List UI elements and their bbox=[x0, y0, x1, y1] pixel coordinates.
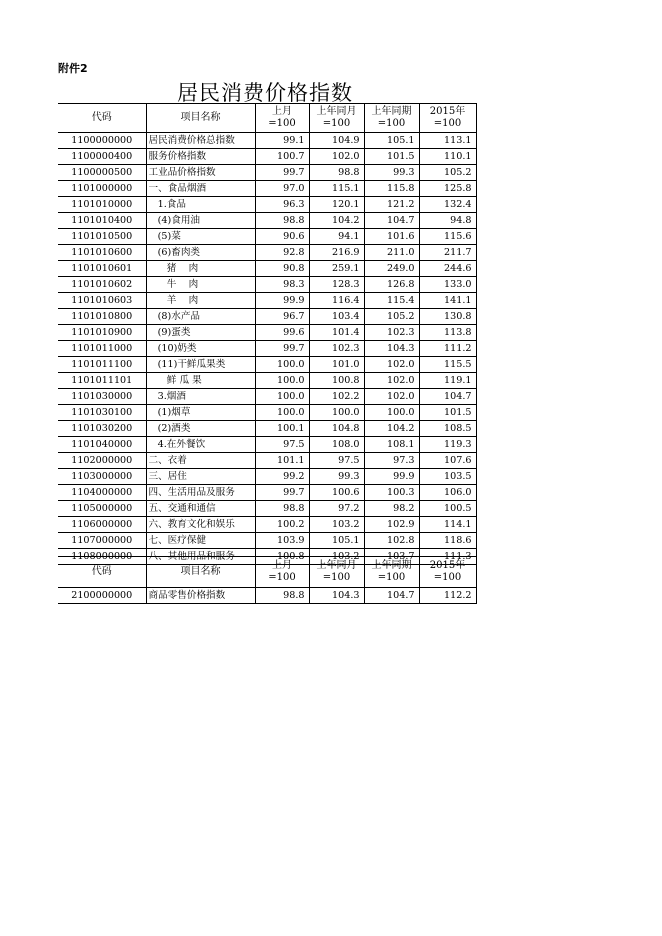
row-code: 1101010400 bbox=[58, 213, 146, 229]
row-name: 羊 肉 bbox=[146, 293, 255, 309]
table-row bbox=[58, 149, 476, 165]
value-base-2015: 119.1 bbox=[419, 373, 476, 389]
value-same-month-last-year: 105.1 bbox=[309, 533, 364, 549]
header-same-period-last-year: 上年同期 =100 bbox=[364, 557, 419, 588]
value-same-period-last-year: 99.9 bbox=[364, 469, 419, 485]
value-base-2015: 112.2 bbox=[419, 588, 476, 604]
table-row bbox=[58, 325, 476, 341]
value-prev-month: 99.6 bbox=[255, 325, 309, 341]
row-code: 1101030100 bbox=[58, 405, 146, 421]
table-row bbox=[58, 181, 476, 197]
table-row bbox=[58, 309, 476, 325]
table-row bbox=[58, 437, 476, 453]
value-base-2015: 111.2 bbox=[419, 341, 476, 357]
value-same-period-last-year: 99.3 bbox=[364, 165, 419, 181]
row-name: 猪 肉 bbox=[146, 261, 255, 277]
value-same-month-last-year: 216.9 bbox=[309, 245, 364, 261]
row-code: 1101010500 bbox=[58, 229, 146, 245]
row-name: 工业品价格指数 bbox=[146, 165, 255, 181]
value-base-2015: 141.1 bbox=[419, 293, 476, 309]
value-prev-month: 100.0 bbox=[255, 405, 309, 421]
value-prev-month: 99.7 bbox=[255, 485, 309, 501]
table-row bbox=[58, 373, 476, 389]
row-code: 1101010603 bbox=[58, 293, 146, 309]
value-base-2015: 118.6 bbox=[419, 533, 476, 549]
header-name: 项目名称 bbox=[146, 557, 255, 588]
value-prev-month: 100.7 bbox=[255, 149, 309, 165]
value-base-2015: 104.7 bbox=[419, 389, 476, 405]
value-same-period-last-year: 211.0 bbox=[364, 245, 419, 261]
row-name: 七、医疗保健 bbox=[146, 533, 255, 549]
header-code: 代码 bbox=[58, 557, 146, 588]
value-base-2015: 100.5 bbox=[419, 501, 476, 517]
value-prev-month: 90.6 bbox=[255, 229, 309, 245]
table-row bbox=[58, 485, 476, 501]
value-same-period-last-year: 126.8 bbox=[364, 277, 419, 293]
row-name: 四、生活用品及服务 bbox=[146, 485, 255, 501]
row-name: 居民消费价格总指数 bbox=[146, 133, 255, 149]
value-base-2015: 114.1 bbox=[419, 517, 476, 533]
value-same-period-last-year: 102.0 bbox=[364, 373, 419, 389]
row-code: 1101010000 bbox=[58, 197, 146, 213]
value-same-period-last-year: 104.7 bbox=[364, 213, 419, 229]
row-code: 1101011000 bbox=[58, 341, 146, 357]
table-row bbox=[58, 533, 476, 549]
table-row bbox=[58, 165, 476, 181]
row-name: 二、衣着 bbox=[146, 453, 255, 469]
row-name: 商品零售价格指数 bbox=[146, 588, 255, 604]
table-row bbox=[58, 588, 476, 604]
value-prev-month: 100.2 bbox=[255, 517, 309, 533]
value-prev-month: 97.0 bbox=[255, 181, 309, 197]
value-prev-month: 99.7 bbox=[255, 165, 309, 181]
value-prev-month: 98.3 bbox=[255, 277, 309, 293]
value-base-2015: 115.5 bbox=[419, 357, 476, 373]
row-name: 3.烟酒 bbox=[146, 389, 255, 405]
value-base-2015: 110.1 bbox=[419, 149, 476, 165]
value-same-period-last-year: 105.2 bbox=[364, 309, 419, 325]
row-code: 1101010602 bbox=[58, 277, 146, 293]
value-same-month-last-year: 104.3 bbox=[309, 588, 364, 604]
row-name: 八、其他用品和服务 bbox=[146, 549, 255, 565]
row-name: 服务价格指数 bbox=[146, 149, 255, 165]
value-prev-month: 103.9 bbox=[255, 533, 309, 549]
table-row bbox=[58, 245, 476, 261]
value-same-period-last-year: 102.0 bbox=[364, 357, 419, 373]
table-row bbox=[58, 517, 476, 533]
value-same-month-last-year: 104.2 bbox=[309, 213, 364, 229]
value-same-month-last-year: 120.1 bbox=[309, 197, 364, 213]
value-same-period-last-year: 103.7 bbox=[364, 549, 419, 565]
header-same-month-last-year: 上年同月 =100 bbox=[309, 557, 364, 588]
value-same-period-last-year: 108.1 bbox=[364, 437, 419, 453]
value-same-month-last-year: 100.6 bbox=[309, 485, 364, 501]
header-prev-month: 上月 =100 bbox=[255, 104, 309, 133]
value-base-2015: 106.0 bbox=[419, 485, 476, 501]
row-code: 1101000000 bbox=[58, 181, 146, 197]
table-row bbox=[58, 277, 476, 293]
value-same-month-last-year: 102.0 bbox=[309, 149, 364, 165]
attachment-label: 附件2 bbox=[58, 62, 88, 75]
header-base-2015: 2015年 =100 bbox=[419, 104, 476, 133]
row-name: (2)酒类 bbox=[146, 421, 255, 437]
value-same-period-last-year: 104.3 bbox=[364, 341, 419, 357]
cpi-table bbox=[58, 103, 477, 565]
value-prev-month: 100.0 bbox=[255, 389, 309, 405]
row-code: 2100000000 bbox=[58, 588, 146, 604]
value-base-2015: 130.8 bbox=[419, 309, 476, 325]
rpi-table-body bbox=[58, 588, 476, 604]
row-name: 4.在外餐饮 bbox=[146, 437, 255, 453]
value-same-month-last-year: 116.4 bbox=[309, 293, 364, 309]
header-base-2015: 2015年 =100 bbox=[419, 557, 476, 588]
value-same-month-last-year: 104.8 bbox=[309, 421, 364, 437]
value-prev-month: 99.1 bbox=[255, 133, 309, 149]
table-row bbox=[58, 501, 476, 517]
row-code: 1108000000 bbox=[58, 549, 146, 565]
value-same-month-last-year: 97.5 bbox=[309, 453, 364, 469]
row-name: (1)烟草 bbox=[146, 405, 255, 421]
table-header-row bbox=[58, 557, 476, 588]
table-row bbox=[58, 197, 476, 213]
value-same-month-last-year: 103.2 bbox=[309, 517, 364, 533]
row-name: 一、食品烟酒 bbox=[146, 181, 255, 197]
value-base-2015: 107.6 bbox=[419, 453, 476, 469]
value-same-month-last-year: 98.8 bbox=[309, 165, 364, 181]
row-name: 六、教育文化和娱乐 bbox=[146, 517, 255, 533]
value-base-2015: 125.8 bbox=[419, 181, 476, 197]
header-same-period-last-year: 上年同期 =100 bbox=[364, 104, 419, 133]
value-prev-month: 99.7 bbox=[255, 341, 309, 357]
row-code: 1101030200 bbox=[58, 421, 146, 437]
value-same-period-last-year: 101.5 bbox=[364, 149, 419, 165]
table-row bbox=[58, 261, 476, 277]
value-same-period-last-year: 102.3 bbox=[364, 325, 419, 341]
table-row bbox=[58, 357, 476, 373]
value-same-period-last-year: 97.3 bbox=[364, 453, 419, 469]
row-name: 五、交通和通信 bbox=[146, 501, 255, 517]
row-code: 1100000000 bbox=[58, 133, 146, 149]
table-row bbox=[58, 389, 476, 405]
row-name: (10)奶类 bbox=[146, 341, 255, 357]
value-same-month-last-year: 115.1 bbox=[309, 181, 364, 197]
value-same-month-last-year: 103.4 bbox=[309, 309, 364, 325]
value-same-month-last-year: 103.2 bbox=[309, 549, 364, 565]
rpi-table bbox=[58, 556, 477, 604]
row-name: 鲜 瓜 果 bbox=[146, 373, 255, 389]
value-same-period-last-year: 101.6 bbox=[364, 229, 419, 245]
value-same-period-last-year: 102.0 bbox=[364, 389, 419, 405]
value-same-month-last-year: 102.2 bbox=[309, 389, 364, 405]
value-prev-month: 100.1 bbox=[255, 421, 309, 437]
value-prev-month: 99.9 bbox=[255, 293, 309, 309]
row-name: (5)菜 bbox=[146, 229, 255, 245]
value-prev-month: 98.8 bbox=[255, 501, 309, 517]
value-base-2015: 113.1 bbox=[419, 133, 476, 149]
row-name: 牛 肉 bbox=[146, 277, 255, 293]
value-same-period-last-year: 100.0 bbox=[364, 405, 419, 421]
value-base-2015: 115.6 bbox=[419, 229, 476, 245]
value-same-month-last-year: 99.3 bbox=[309, 469, 364, 485]
row-name: 1.食品 bbox=[146, 197, 255, 213]
row-code: 1101011100 bbox=[58, 357, 146, 373]
value-prev-month: 98.8 bbox=[255, 588, 309, 604]
row-code: 1101010900 bbox=[58, 325, 146, 341]
value-base-2015: 101.5 bbox=[419, 405, 476, 421]
value-base-2015: 111.3 bbox=[419, 549, 476, 565]
value-same-month-last-year: 94.1 bbox=[309, 229, 364, 245]
value-base-2015: 244.6 bbox=[419, 261, 476, 277]
value-same-period-last-year: 102.9 bbox=[364, 517, 419, 533]
value-same-period-last-year: 98.2 bbox=[364, 501, 419, 517]
value-same-month-last-year: 100.0 bbox=[309, 405, 364, 421]
row-name: (9)蛋类 bbox=[146, 325, 255, 341]
value-prev-month: 100.0 bbox=[255, 373, 309, 389]
row-code: 1107000000 bbox=[58, 533, 146, 549]
value-prev-month: 97.5 bbox=[255, 437, 309, 453]
value-same-month-last-year: 101.4 bbox=[309, 325, 364, 341]
cpi-table-body bbox=[58, 133, 476, 565]
row-code: 1100000400 bbox=[58, 149, 146, 165]
row-code: 1100000500 bbox=[58, 165, 146, 181]
row-code: 1101030000 bbox=[58, 389, 146, 405]
table-row bbox=[58, 229, 476, 245]
value-prev-month: 92.8 bbox=[255, 245, 309, 261]
table-row bbox=[58, 469, 476, 485]
value-prev-month: 90.8 bbox=[255, 261, 309, 277]
value-prev-month: 100.8 bbox=[255, 549, 309, 565]
value-same-period-last-year: 104.7 bbox=[364, 588, 419, 604]
row-code: 1102000000 bbox=[58, 453, 146, 469]
value-base-2015: 105.2 bbox=[419, 165, 476, 181]
table-row bbox=[58, 405, 476, 421]
page-title: 居民消费价格指数 bbox=[177, 81, 353, 105]
value-same-month-last-year: 128.3 bbox=[309, 277, 364, 293]
value-base-2015: 94.8 bbox=[419, 213, 476, 229]
value-same-period-last-year: 104.2 bbox=[364, 421, 419, 437]
table-row bbox=[58, 133, 476, 149]
value-base-2015: 133.0 bbox=[419, 277, 476, 293]
row-code: 1106000000 bbox=[58, 517, 146, 533]
row-name: (8)水产品 bbox=[146, 309, 255, 325]
row-code: 1101040000 bbox=[58, 437, 146, 453]
value-same-month-last-year: 101.0 bbox=[309, 357, 364, 373]
value-same-period-last-year: 100.3 bbox=[364, 485, 419, 501]
value-base-2015: 113.8 bbox=[419, 325, 476, 341]
value-same-period-last-year: 115.4 bbox=[364, 293, 419, 309]
header-name: 项目名称 bbox=[146, 104, 255, 133]
value-prev-month: 96.3 bbox=[255, 197, 309, 213]
table-row bbox=[58, 341, 476, 357]
table-row bbox=[58, 213, 476, 229]
row-code: 1104000000 bbox=[58, 485, 146, 501]
value-same-month-last-year: 100.8 bbox=[309, 373, 364, 389]
value-base-2015: 132.4 bbox=[419, 197, 476, 213]
value-prev-month: 99.2 bbox=[255, 469, 309, 485]
table-row bbox=[58, 293, 476, 309]
value-same-period-last-year: 121.2 bbox=[364, 197, 419, 213]
row-code: 1103000000 bbox=[58, 469, 146, 485]
value-prev-month: 100.0 bbox=[255, 357, 309, 373]
row-name: (6)畜肉类 bbox=[146, 245, 255, 261]
row-code: 1101010800 bbox=[58, 309, 146, 325]
value-prev-month: 96.7 bbox=[255, 309, 309, 325]
row-code: 1105000000 bbox=[58, 501, 146, 517]
value-base-2015: 108.5 bbox=[419, 421, 476, 437]
value-same-month-last-year: 259.1 bbox=[309, 261, 364, 277]
value-base-2015: 119.3 bbox=[419, 437, 476, 453]
row-name: 三、居住 bbox=[146, 469, 255, 485]
value-same-month-last-year: 108.0 bbox=[309, 437, 364, 453]
value-same-month-last-year: 104.9 bbox=[309, 133, 364, 149]
header-code: 代码 bbox=[58, 104, 146, 133]
header-prev-month: 上月 =100 bbox=[255, 557, 309, 588]
value-same-period-last-year: 102.8 bbox=[364, 533, 419, 549]
row-code: 1101011101 bbox=[58, 373, 146, 389]
row-code: 1101010600 bbox=[58, 245, 146, 261]
value-same-period-last-year: 115.8 bbox=[364, 181, 419, 197]
value-prev-month: 101.1 bbox=[255, 453, 309, 469]
table-header-row bbox=[58, 104, 476, 133]
value-same-period-last-year: 105.1 bbox=[364, 133, 419, 149]
value-prev-month: 98.8 bbox=[255, 213, 309, 229]
value-same-period-last-year: 249.0 bbox=[364, 261, 419, 277]
value-same-month-last-year: 102.3 bbox=[309, 341, 364, 357]
row-name: (11)干鲜瓜果类 bbox=[146, 357, 255, 373]
table-row bbox=[58, 453, 476, 469]
table-row bbox=[58, 421, 476, 437]
value-base-2015: 103.5 bbox=[419, 469, 476, 485]
header-same-month-last-year: 上年同月 =100 bbox=[309, 104, 364, 133]
row-name: (4)食用油 bbox=[146, 213, 255, 229]
row-code: 1101010601 bbox=[58, 261, 146, 277]
value-base-2015: 211.7 bbox=[419, 245, 476, 261]
value-same-month-last-year: 97.2 bbox=[309, 501, 364, 517]
